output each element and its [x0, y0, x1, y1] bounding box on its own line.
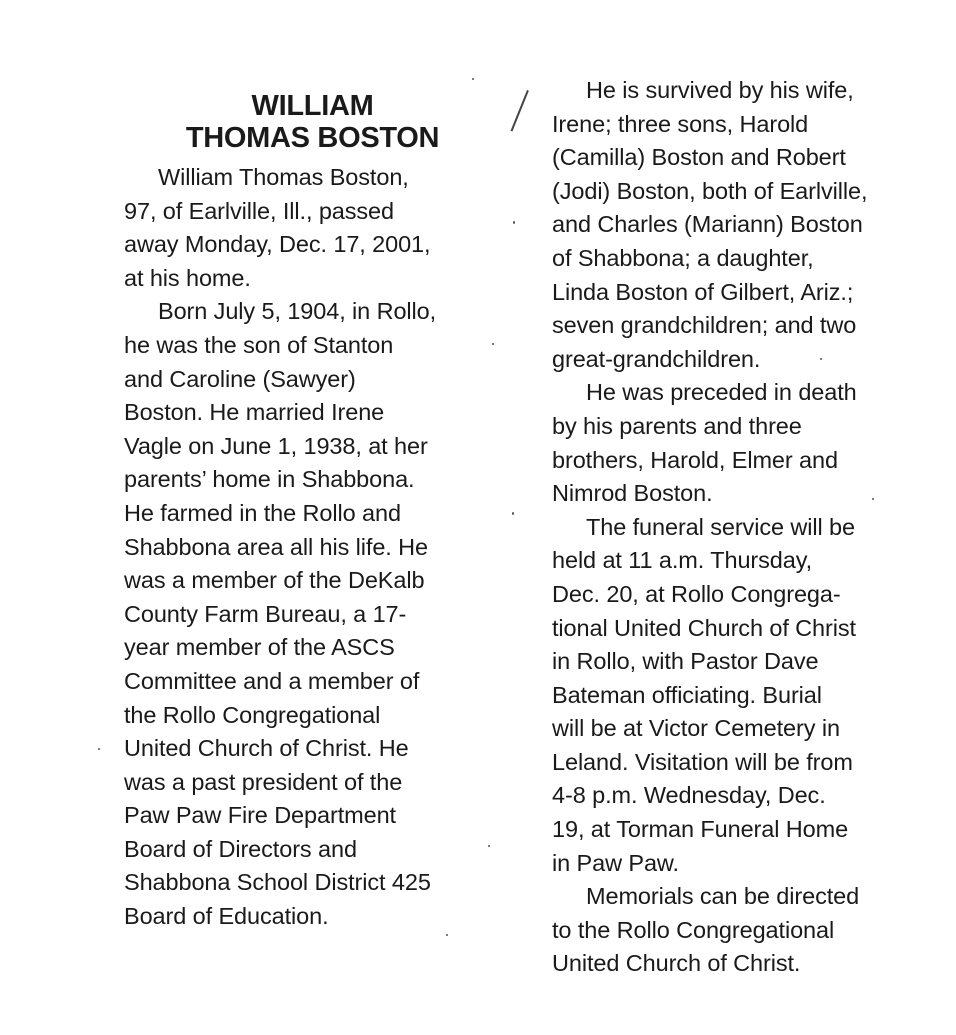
right-column-line: United Church of Christ. [552, 950, 801, 977]
left-column-line: Shabbona area all his life. He [124, 533, 429, 560]
right-column-line: (Jodi) Boston, both of Earlville, [552, 177, 868, 204]
left-column-line: Shabbona School District 425 [124, 869, 431, 896]
scan-speck [872, 498, 874, 500]
right-column-line: 4-8 p.m. Wednesday, Dec. [552, 782, 826, 809]
scan-speck [472, 78, 474, 80]
left-column-line: United Church of Christ. He [124, 735, 409, 762]
left-column-line: Boston. He married Irene [124, 399, 385, 426]
left-column-line: was a past president of the [124, 768, 403, 795]
scan-speck [446, 934, 448, 936]
right-column-line: great-grandchildren. [552, 345, 761, 372]
left-column-line: County Farm Bureau, a 17- [124, 600, 407, 627]
right-column-line: to the Rollo Congregational [552, 916, 835, 943]
title-line-first-name: WILLIAM [251, 90, 374, 122]
title-line-full-name: THOMAS BOSTON [185, 122, 440, 154]
scan-speck [820, 358, 822, 360]
obituary-right-column [552, 74, 927, 981]
scan-speck [513, 221, 515, 224]
right-column-line: by his parents and three [552, 412, 802, 439]
left-column-line: Board of Directors and [124, 835, 357, 862]
obituary-title [125, 90, 500, 154]
left-column-line: and Caroline (Sawyer) [124, 365, 356, 392]
left-column-line: he was the son of Stanton [124, 331, 394, 358]
right-column-line: (Camilla) Boston and Robert [552, 144, 846, 171]
left-column-line: Board of Education. [124, 903, 329, 930]
right-column-line: The funeral service will be [586, 513, 855, 540]
left-column-line: William Thomas Boston, [158, 164, 409, 190]
right-column-line: Linda Boston of Gilbert, Ariz.; [552, 278, 854, 305]
scan-speck [488, 845, 490, 847]
right-column-line: of Shabbona; a daughter, [552, 244, 814, 271]
left-column-line: the Rollo Congregational [124, 701, 381, 728]
scan-speck [98, 748, 100, 750]
right-column-line: Leland. Visitation will be from [552, 748, 853, 775]
left-column-line: 97, of Earlville, Ill., passed [124, 197, 394, 224]
obituary-left-column [124, 161, 504, 934]
scan-mark [511, 90, 529, 132]
right-column-line: seven grandchildren; and two [552, 312, 857, 339]
left-column-line: was a member of the DeKalb [124, 567, 425, 594]
right-column-line: tional United Church of Christ [552, 614, 856, 641]
left-column-line: He farmed in the Rollo and [124, 499, 401, 526]
left-column-line: Vagle on June 1, 1938, at her [124, 432, 428, 459]
right-column-line: Memorials can be directed [586, 883, 860, 910]
right-column-line: in Rollo, with Pastor Dave [552, 648, 819, 675]
right-column-line: He is survived by his wife, [586, 77, 854, 103]
left-column-line: away Monday, Dec. 17, 2001, [124, 231, 431, 258]
right-column-line: in Paw Paw. [552, 849, 679, 876]
right-column-line: Irene; three sons, Harold [552, 110, 809, 137]
left-column-line: Paw Paw Fire Department [124, 802, 396, 829]
left-column-line: at his home. [124, 264, 251, 291]
right-column-line: Dec. 20, at Rollo Congrega- [552, 580, 841, 607]
scan-speck [512, 512, 514, 515]
left-column-line: year member of the ASCS [124, 634, 395, 661]
left-column-line: parents’ home in Shabbona. [124, 466, 415, 493]
left-column-line: Born July 5, 1904, in Rollo, [158, 298, 437, 325]
right-column-line: brothers, Harold, Elmer and [552, 446, 838, 473]
right-column-line: held at 11 a.m. Thursday, [552, 547, 813, 574]
right-column-line: He was preceded in death [586, 379, 857, 406]
right-column-line: Bateman officiating. Burial [552, 681, 822, 708]
right-column-line: 19, at Torman Funeral Home [552, 816, 849, 843]
right-column-line: and Charles (Mariann) Boston [552, 211, 863, 238]
right-column-line: will be at Victor Cemetery in [552, 715, 840, 742]
scan-speck [492, 343, 494, 345]
right-column-line: Nimrod Boston. [552, 480, 713, 507]
left-column-line: Committee and a member of [124, 667, 420, 694]
